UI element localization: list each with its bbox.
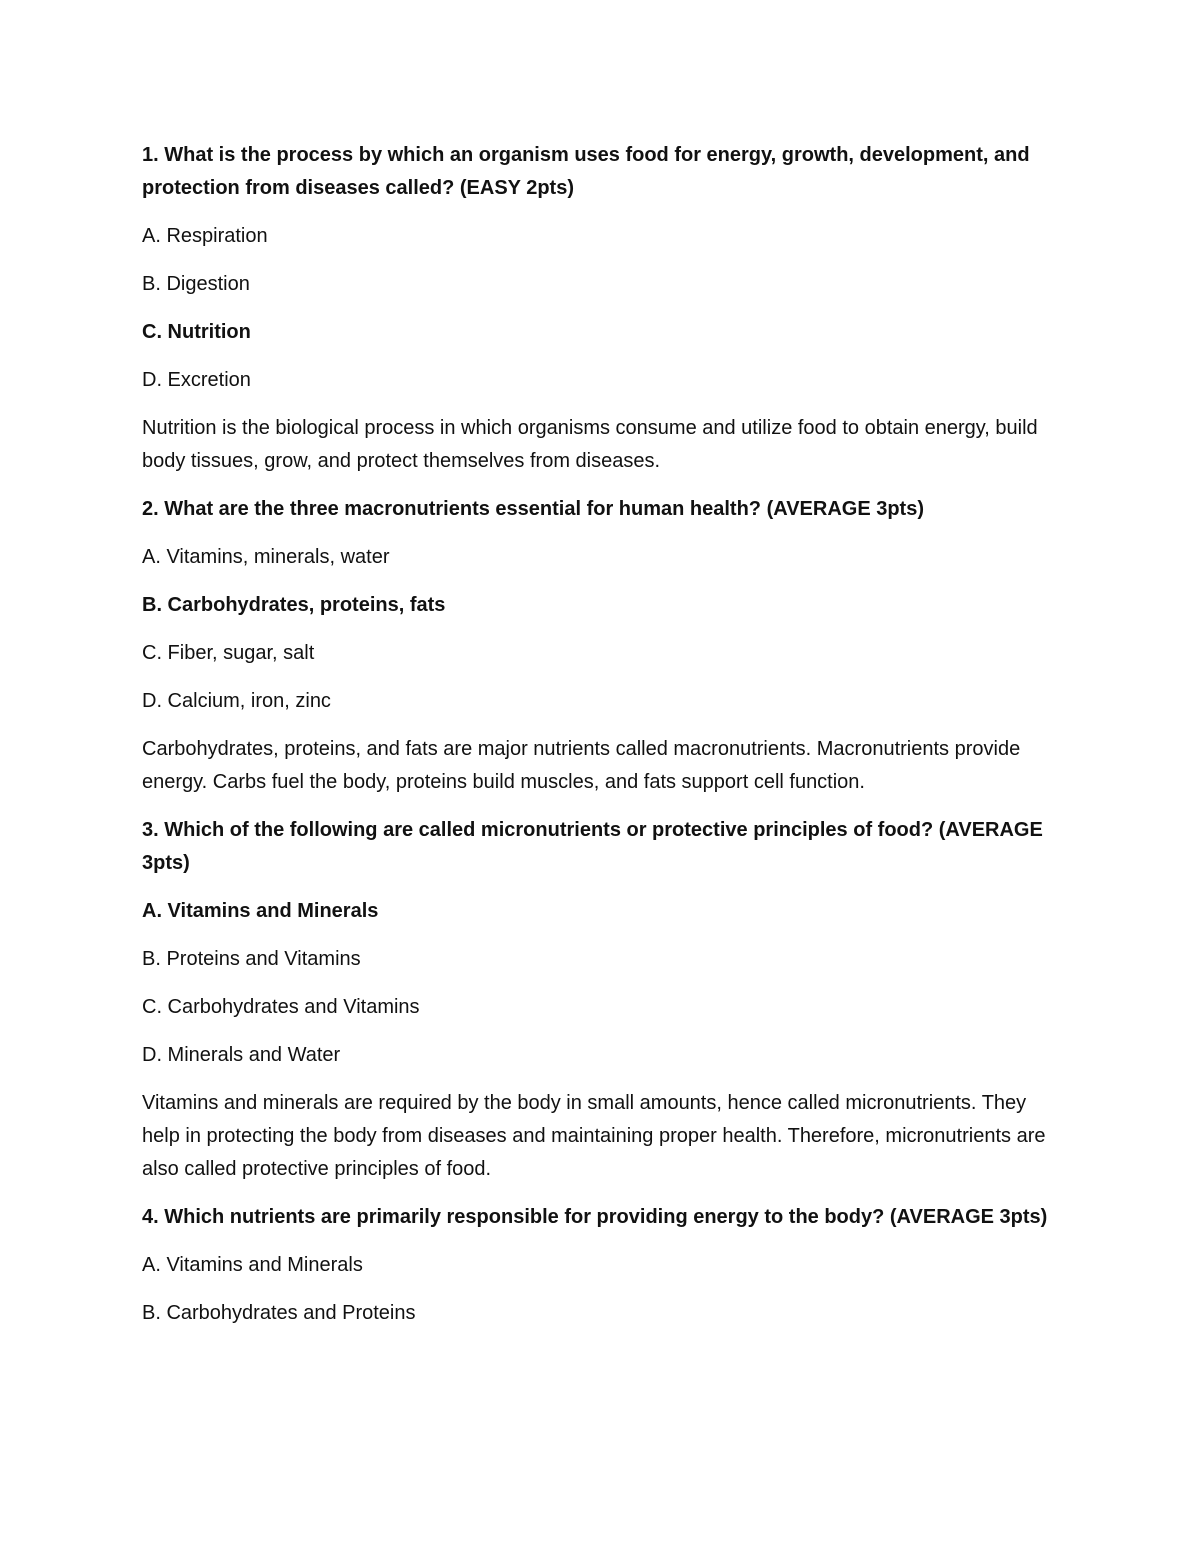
- question-1: 1. What is the process by which an organism uses food for energy, growth, development, and protection from diseases called? (EASY 2pts): [142, 144, 1030, 199]
- quiz-content: [142, 139, 1062, 1345]
- question-3-option-d: D. Minerals and Water: [142, 1044, 341, 1066]
- question-2: 2. What are the three macronutrients essential for human health? (AVERAGE 3pts): [142, 498, 925, 520]
- question-2-option-a: A. Vitamins, minerals, water: [142, 546, 390, 568]
- question-4-option-a: A. Vitamins and Minerals: [142, 1254, 363, 1276]
- question-2-option-d: D. Calcium, iron, zinc: [142, 690, 331, 712]
- question-4-option-b: B. Carbohydrates and Proteins: [142, 1302, 416, 1324]
- question-1-option-a: A. Respiration: [142, 225, 268, 247]
- question-3-option-c: C. Carbohydrates and Vitamins: [142, 996, 420, 1018]
- question-1-option-d: D. Excretion: [142, 369, 251, 391]
- question-2-option-b-correct: B. Carbohydrates, proteins, fats: [142, 594, 446, 616]
- question-3-explanation: Vitamins and minerals are required by the body in small amounts, hence called micronutrients. They help in protecting the body from diseases and maintaining proper health. Therefore, micronutrients are also called protective principles of food.: [142, 1092, 1046, 1180]
- question-1-explanation: Nutrition is the biological process in which organisms consume and utilize food to obtain energy, build body tissues, grow, and protect themselves from diseases.: [142, 417, 1038, 472]
- question-3-option-b: B. Proteins and Vitamins: [142, 948, 361, 970]
- question-3: 3. Which of the following are called micronutrients or protective principles of food? (AVERAGE 3pts): [142, 819, 1043, 874]
- question-1-option-b: B. Digestion: [142, 273, 250, 295]
- question-2-option-c: C. Fiber, sugar, salt: [142, 642, 315, 664]
- question-1-option-c-correct: C. Nutrition: [142, 321, 251, 343]
- question-3-option-a-correct: A. Vitamins and Minerals: [142, 900, 379, 922]
- question-2-explanation: Carbohydrates, proteins, and fats are major nutrients called macronutrients. Macronutrients provide energy. Carbs fuel the body, proteins build muscles, and fats support cell function.: [142, 738, 1021, 793]
- question-4: 4. Which nutrients are primarily responsible for providing energy to the body? (AVERAGE 3pts): [142, 1206, 1048, 1228]
